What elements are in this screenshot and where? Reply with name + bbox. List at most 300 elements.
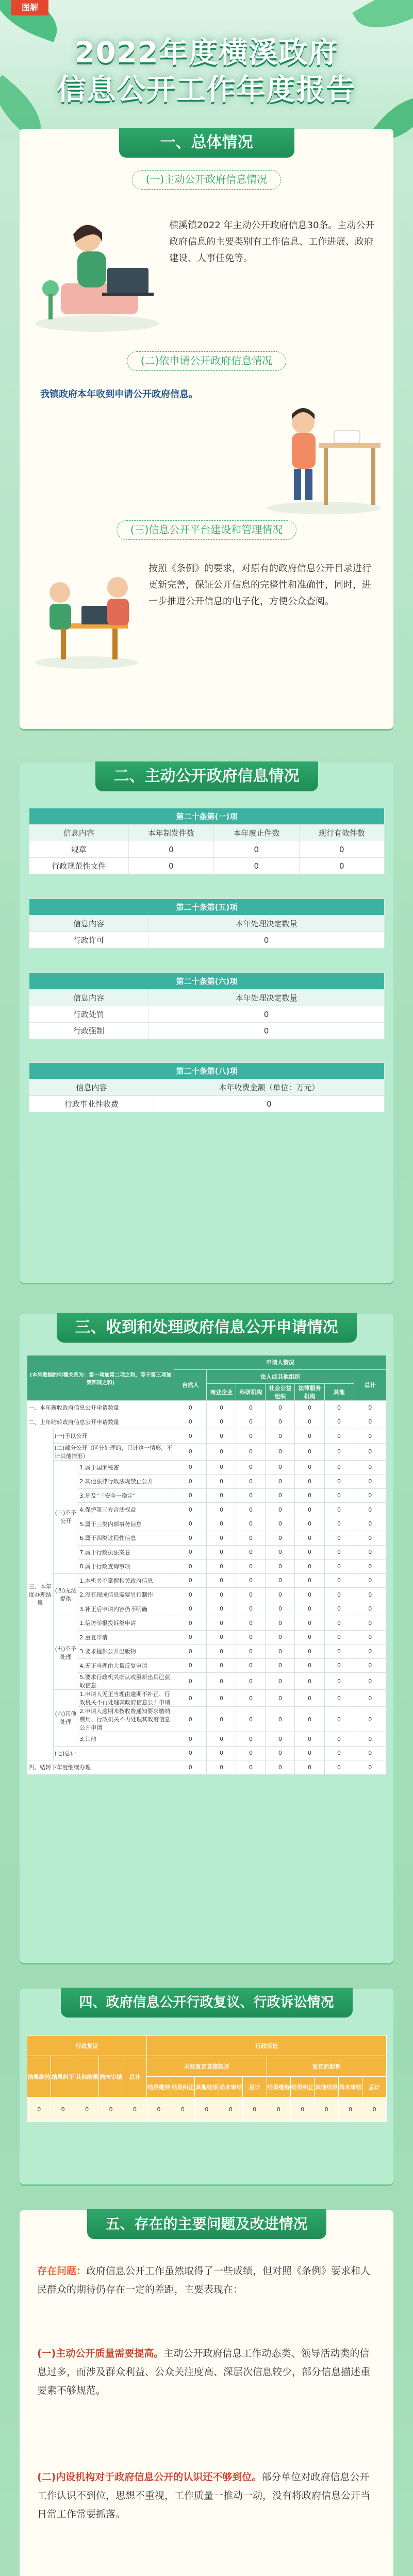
problem-1 bbox=[37, 2344, 377, 2400]
table-cell: 0 bbox=[236, 1488, 266, 1503]
subsection-title: (一)主动公开政府信息情况 bbox=[132, 170, 282, 190]
disclosure-table bbox=[29, 973, 385, 1039]
table-row bbox=[27, 1573, 387, 1588]
subsection-title: (三)信息公开平台建设和管理情况 bbox=[117, 520, 297, 540]
applications-table bbox=[27, 1355, 387, 1775]
table-col: 现行有效件数 bbox=[299, 825, 384, 841]
table-cell: 0 bbox=[324, 1503, 354, 1517]
problems-label: 存在问题： bbox=[37, 2265, 87, 2277]
table-cell: 0 bbox=[148, 1006, 384, 1023]
table-cell: 0 bbox=[295, 1602, 324, 1616]
table-cell: 行政事业性收费 bbox=[29, 1096, 154, 1112]
table-cell: 0 bbox=[354, 1573, 386, 1588]
table-cell: 0 bbox=[295, 1545, 324, 1560]
table-col: 信息内容 bbox=[29, 1079, 154, 1096]
table-cell: 0 bbox=[207, 1517, 236, 1531]
table-cell: 0 bbox=[324, 1707, 354, 1732]
table-block-head: 第二十条第(八)项 bbox=[29, 1063, 385, 1079]
table-cell: 0 bbox=[207, 1429, 236, 1444]
row-label: (七)总计 bbox=[53, 1746, 174, 1760]
table-cell: 0 bbox=[174, 1746, 207, 1760]
table-cell: 0 bbox=[207, 1560, 236, 1574]
table-cell: 0 bbox=[207, 1488, 236, 1503]
table-cell: 0 bbox=[207, 1746, 236, 1760]
table-col: 信息内容 bbox=[29, 990, 148, 1006]
table-cell: 0 bbox=[354, 1630, 386, 1645]
disclosure-table bbox=[29, 808, 385, 874]
table-cell: 0 bbox=[236, 1401, 266, 1415]
disclosure-table bbox=[29, 1062, 385, 1112]
table-cell: 0 bbox=[174, 1658, 207, 1673]
table-cell: 0 bbox=[207, 1443, 236, 1460]
table-cell: 0 bbox=[295, 1517, 324, 1531]
table-cell: 0 bbox=[290, 2097, 314, 2122]
table-cell: 0 bbox=[324, 1429, 354, 1444]
table-cell: 0 bbox=[324, 1616, 354, 1631]
table-cell: 0 bbox=[214, 858, 299, 874]
table-cell: 0 bbox=[266, 1503, 295, 1517]
table-cell: 0 bbox=[354, 1517, 386, 1531]
table-cell: 0 bbox=[174, 1443, 207, 1460]
table-cell: 0 bbox=[324, 1746, 354, 1760]
row-label: 2.重复申请 bbox=[78, 1630, 174, 1645]
table-row bbox=[27, 1503, 387, 1517]
table-cell: 0 bbox=[266, 1429, 295, 1444]
section-title: 二、主动公开政府信息情况 bbox=[95, 761, 318, 791]
table-cell: 0 bbox=[236, 1760, 266, 1775]
table-cell: 0 bbox=[207, 1602, 236, 1616]
table-cell: 0 bbox=[174, 1645, 207, 1659]
table-cell: 0 bbox=[324, 1673, 354, 1690]
table-cell: 0 bbox=[354, 1415, 386, 1429]
table-col: 结果纠正 bbox=[290, 2077, 314, 2097]
table-cell: 0 bbox=[207, 1573, 236, 1588]
table-cell: 0 bbox=[174, 1401, 207, 1415]
table-cell: 0 bbox=[75, 2097, 98, 2122]
problem-1-lead: (一)主动公开质量需要提高。 bbox=[37, 2348, 164, 2359]
table-cell: 0 bbox=[324, 1517, 354, 1531]
table-cell: 0 bbox=[324, 1588, 354, 1602]
table-cell: 0 bbox=[338, 2097, 362, 2122]
row-label: 2.没有现成信息需要另行制作 bbox=[78, 1588, 174, 1602]
table-cell: 0 bbox=[174, 1560, 207, 1574]
row-label: 4.保护第三方合法权益 bbox=[78, 1503, 174, 1517]
table-cell: 0 bbox=[236, 1503, 266, 1517]
table-row bbox=[27, 1732, 387, 1747]
table-cell: 0 bbox=[236, 1475, 266, 1489]
table-cell: 0 bbox=[324, 1531, 354, 1546]
table-col: 总计 bbox=[123, 2056, 146, 2097]
table-cell: 0 bbox=[315, 2097, 338, 2122]
applicant-header: 申请人情况 bbox=[174, 1355, 387, 1370]
table-cell: 0 bbox=[295, 1658, 324, 1673]
row-label: 1.申请人无正当理由逾期不补正、行政机关不再处理其政府信息公开申请 bbox=[78, 1690, 174, 1707]
table-cell: 0 bbox=[236, 1573, 266, 1588]
table-cell: 0 bbox=[243, 2097, 267, 2122]
table-cell: 0 bbox=[236, 1602, 266, 1616]
problem-2-text: 部分单位对政府信息公开工作认识不到位，思想不重视，工作质量一推动一动，没有将政府信息公开当日常工作常要抓落。 bbox=[37, 2471, 371, 2520]
table-col: 尚未审结 bbox=[338, 2077, 362, 2097]
table-row bbox=[27, 1658, 387, 1673]
table-cell: 0 bbox=[236, 1707, 266, 1732]
table-cell: 0 bbox=[354, 1460, 386, 1475]
table-cell: 0 bbox=[266, 1707, 295, 1732]
legal-entity-header: 法人或其他组织 bbox=[207, 1369, 354, 1384]
table-cell: 0 bbox=[295, 1460, 324, 1475]
table-col: 其他结果 bbox=[315, 2077, 338, 2097]
table-cell: 行政规范性文件 bbox=[29, 858, 129, 874]
table-cell: 0 bbox=[174, 1531, 207, 1546]
table-cell: 0 bbox=[174, 1690, 207, 1707]
table-col: 尚未审结 bbox=[99, 2056, 123, 2097]
table-cell: 0 bbox=[174, 1488, 207, 1503]
table-cell: 0 bbox=[236, 1443, 266, 1460]
table-cell: 0 bbox=[362, 2097, 387, 2122]
table-cell: 0 bbox=[266, 1630, 295, 1645]
row-label: 3.危及"三安全一稳定" bbox=[78, 1488, 174, 1503]
table-cell: 0 bbox=[214, 841, 299, 858]
table-col: 法律服务机构 bbox=[295, 1384, 324, 1401]
table-cell: 0 bbox=[174, 1545, 207, 1560]
table-cell: 0 bbox=[324, 1573, 354, 1588]
table-cell: 0 bbox=[207, 1673, 236, 1690]
table-cell: 规章 bbox=[29, 841, 129, 858]
problems-intro-text: 政府信息公开工作虽然取得了一些成绩，但对照《条例》要求和人民群众的期待仍存在一定的差距，主要表现在： bbox=[37, 2265, 371, 2295]
table-row bbox=[27, 1630, 387, 1645]
table-cell: 0 bbox=[207, 1630, 236, 1645]
table-cell: 0 bbox=[147, 2097, 171, 2122]
table-cell: 0 bbox=[354, 1645, 386, 1659]
table-cell: 0 bbox=[354, 1503, 386, 1517]
table-row bbox=[27, 1746, 387, 1760]
table-cell: 0 bbox=[354, 1658, 386, 1673]
table-cell: 0 bbox=[295, 1401, 324, 1415]
table-row bbox=[27, 1645, 387, 1659]
table-col: 结果纠正 bbox=[51, 2056, 75, 2097]
table-cell: 0 bbox=[174, 1630, 207, 1645]
table-cell: 0 bbox=[354, 1488, 386, 1503]
table-cell: 0 bbox=[174, 1732, 207, 1747]
no-review-header: 未经复议直接起诉 bbox=[147, 2056, 267, 2077]
table-cell: 0 bbox=[295, 1588, 324, 1602]
table-cell: 0 bbox=[174, 1460, 207, 1475]
table-cell: 0 bbox=[295, 1443, 324, 1460]
group-inner-label: (六)其他处理 bbox=[53, 1690, 78, 1747]
table-cell: 0 bbox=[236, 1746, 266, 1760]
after-review-header: 复议后起诉 bbox=[267, 2056, 386, 2077]
table-cell: 0 bbox=[354, 1429, 386, 1444]
table-cell: 0 bbox=[295, 1616, 324, 1631]
table-cell: 0 bbox=[236, 1690, 266, 1707]
table-cell: 0 bbox=[236, 1645, 266, 1659]
table-cell: 0 bbox=[266, 1658, 295, 1673]
table-cell: 0 bbox=[207, 1545, 236, 1560]
table-col: 其他 bbox=[324, 1384, 354, 1401]
table-cell: 0 bbox=[174, 1415, 207, 1429]
problems-intro bbox=[37, 2262, 377, 2299]
section-title: 四、政府信息公开行政复议、行政诉讼情况 bbox=[60, 1988, 352, 2018]
row-label: 5.属于三类内部事务信息 bbox=[78, 1517, 174, 1531]
row-label: 1.信访举报投诉类申请 bbox=[78, 1616, 174, 1631]
table-col: 社会公益组织 bbox=[266, 1384, 295, 1401]
table-cell: 0 bbox=[266, 1517, 295, 1531]
table-cell: 0 bbox=[354, 1531, 386, 1546]
table-cell: 0 bbox=[324, 1415, 354, 1429]
table-col: 信息内容 bbox=[29, 825, 129, 841]
table-cell: 0 bbox=[295, 1429, 324, 1444]
table-row bbox=[27, 1707, 387, 1732]
table-cell: 0 bbox=[236, 1460, 266, 1475]
row-label: 1.本机关不掌握相关政府信息 bbox=[78, 1573, 174, 1588]
disclosure-table bbox=[29, 899, 385, 948]
table-col: 尚未审结 bbox=[219, 2077, 242, 2097]
active-disclosure-text: 横溪镇2022 年主动公开政府信息30条。主动公开政府信息的主要类别有工作信息、工作进展、政府建设、人事任免等。 bbox=[169, 220, 375, 264]
table-cell: 0 bbox=[295, 1760, 324, 1775]
table-cell: 0 bbox=[295, 1531, 324, 1546]
table-cell: 0 bbox=[207, 1401, 236, 1415]
table-cell: 0 bbox=[174, 1475, 207, 1489]
table-cell: 0 bbox=[207, 1531, 236, 1546]
table-col: 本年制发件数 bbox=[128, 825, 213, 841]
table-col: 结果纠正 bbox=[171, 2077, 194, 2097]
subsection-title: (二)依申请公开政府信息情况 bbox=[127, 351, 287, 371]
table-cell: 0 bbox=[324, 1560, 354, 1574]
table-cell: 0 bbox=[207, 1415, 236, 1429]
table-cell: 0 bbox=[266, 1602, 295, 1616]
table-cell: 0 bbox=[207, 1707, 236, 1732]
table-row bbox=[27, 1460, 387, 1475]
table-cell: 0 bbox=[236, 1531, 266, 1546]
group-inner-label: (四)无法提供 bbox=[53, 1573, 78, 1616]
table-cell: 0 bbox=[174, 1503, 207, 1517]
table-cell: 0 bbox=[174, 1429, 207, 1444]
table-cell: 0 bbox=[324, 1460, 354, 1475]
table-cell: 0 bbox=[236, 1673, 266, 1690]
table-cell: 0 bbox=[266, 1573, 295, 1588]
table-cell: 0 bbox=[324, 1760, 354, 1775]
table-cell: 0 bbox=[354, 1545, 386, 1560]
table-row bbox=[27, 1517, 387, 1531]
table-cell: 0 bbox=[266, 1488, 295, 1503]
table-cell: 0 bbox=[266, 1545, 295, 1560]
problem-2-lead: (二)内设机构对于政府信息公开的认识还不够到位。 bbox=[37, 2471, 262, 2483]
table-row bbox=[27, 1443, 387, 1460]
table-cell: 0 bbox=[266, 1588, 295, 1602]
table-cell: 0 bbox=[207, 1645, 236, 1659]
review-header: 行政复议 bbox=[27, 2036, 147, 2056]
table-cell: 0 bbox=[324, 1645, 354, 1659]
section-title: 五、存在的主要问题及改进情况 bbox=[87, 2209, 326, 2239]
table-cell: 0 bbox=[266, 1531, 295, 1546]
table-cell: 0 bbox=[295, 1415, 324, 1429]
table-row bbox=[27, 1545, 387, 1560]
table-cell: 0 bbox=[295, 1573, 324, 1588]
table-cell: 0 bbox=[324, 1488, 354, 1503]
section-title: 三、收到和处理政府信息公开申请情况 bbox=[57, 1313, 357, 1343]
table-cell: 0 bbox=[99, 2097, 123, 2122]
litigation-header: 行政诉讼 bbox=[147, 2036, 387, 2056]
table-cell: 0 bbox=[354, 1707, 386, 1732]
table-cell: 行政处罚 bbox=[29, 1006, 148, 1023]
row-label: 4.无正当理由大量反复申请 bbox=[78, 1658, 174, 1673]
table-cell: 0 bbox=[195, 2097, 219, 2122]
table-col: 本年废止件数 bbox=[214, 825, 299, 841]
table-cell: 0 bbox=[299, 858, 384, 874]
table-cell: 0 bbox=[236, 1545, 266, 1560]
table-row bbox=[27, 1531, 387, 1546]
table-row bbox=[27, 1429, 387, 1444]
person-laptop-illustration bbox=[30, 206, 164, 335]
table-cell: 0 bbox=[236, 1560, 266, 1574]
table-cell: 0 bbox=[207, 1503, 236, 1517]
table-row bbox=[27, 1401, 387, 1415]
table-cell: 0 bbox=[295, 1673, 324, 1690]
row-label: 一、本年新收政府信息公开申请数量 bbox=[27, 1401, 174, 1415]
table-cell: 0 bbox=[236, 1616, 266, 1631]
table-cell: 0 bbox=[207, 1460, 236, 1475]
table-cell: 0 bbox=[266, 1616, 295, 1631]
table-cell: 0 bbox=[354, 1475, 386, 1489]
table-cell: 行政强制 bbox=[29, 1023, 148, 1039]
row-label: 2.申请人逾期未按收费通知要求缴纳费用、行政机关不再处理其政府信息公开申请 bbox=[78, 1707, 174, 1732]
table-cell: 0 bbox=[174, 1588, 207, 1602]
table-block-head: 第二十条第(五)项 bbox=[29, 899, 385, 916]
table-cell: 0 bbox=[354, 1602, 386, 1616]
table-cell: 0 bbox=[295, 1560, 324, 1574]
natural-person-header: 自然人 bbox=[174, 1369, 207, 1401]
table-cell: 0 bbox=[219, 2097, 242, 2122]
table-cell: 0 bbox=[174, 1573, 207, 1588]
table-cell: 0 bbox=[174, 1760, 207, 1775]
table-col: 其他结果 bbox=[75, 2056, 98, 2097]
table-col: 信息内容 bbox=[29, 916, 148, 932]
table-cell: 0 bbox=[266, 1475, 295, 1489]
table-row bbox=[27, 1588, 387, 1602]
table-cell: 0 bbox=[171, 2097, 194, 2122]
table-col: 总计 bbox=[362, 2077, 387, 2097]
table-cell: 0 bbox=[207, 1732, 236, 1747]
table-col: 其他结果 bbox=[195, 2077, 219, 2097]
table-block-head: 第二十条第(一)项 bbox=[29, 808, 385, 825]
table-col: 总计 bbox=[243, 2077, 267, 2097]
table-col: 科研机构 bbox=[236, 1384, 266, 1401]
problem-2 bbox=[37, 2468, 377, 2523]
table-col: 本年处理决定数量 bbox=[148, 990, 384, 1006]
table-cell: 0 bbox=[266, 1443, 295, 1460]
table-col: 本年处理决定数量 bbox=[148, 916, 384, 932]
table-cell: 0 bbox=[299, 841, 384, 858]
table-cell: 0 bbox=[236, 1630, 266, 1645]
report-title-line2: 信息公开工作年度报告 bbox=[57, 73, 356, 107]
table-row bbox=[27, 1616, 387, 1631]
table-cell: 0 bbox=[324, 1658, 354, 1673]
table-col: 结果维持 bbox=[267, 2077, 290, 2097]
row-label: 四、结转下年度继续办理 bbox=[27, 1760, 174, 1775]
table-cell: 0 bbox=[324, 1401, 354, 1415]
table-cell: 0 bbox=[236, 1429, 266, 1444]
table-cell: 0 bbox=[123, 2097, 146, 2122]
review-table bbox=[27, 2035, 387, 2122]
table-cell: 0 bbox=[207, 1760, 236, 1775]
table-cell: 0 bbox=[207, 1658, 236, 1673]
table-cell: 0 bbox=[266, 1415, 295, 1429]
table-cell: 0 bbox=[236, 1415, 266, 1429]
table-cell: 0 bbox=[354, 1588, 386, 1602]
table-cell: 0 bbox=[266, 1460, 295, 1475]
table-row bbox=[27, 1560, 387, 1574]
table-cell: 0 bbox=[266, 1645, 295, 1659]
table-corner: (本列数据的勾稽关系为：第一项加第二项之和，等于第三项加第四项之和) bbox=[27, 1355, 174, 1401]
table-cell: 0 bbox=[207, 1475, 236, 1489]
table-cell: 0 bbox=[266, 1690, 295, 1707]
table-cell: 0 bbox=[324, 1443, 354, 1460]
row-label: 1.属于国家秘密 bbox=[78, 1460, 174, 1475]
table-row bbox=[27, 1475, 387, 1489]
table-cell: 0 bbox=[174, 1517, 207, 1531]
group-inner-label: (五)不予处理 bbox=[53, 1616, 78, 1690]
table-cell: 0 bbox=[236, 1658, 266, 1673]
table-cell: 0 bbox=[354, 1690, 386, 1707]
table-cell: 0 bbox=[295, 1707, 324, 1732]
table-cell: 0 bbox=[324, 1690, 354, 1707]
table-row bbox=[27, 1415, 387, 1429]
table-cell: 行政许可 bbox=[29, 932, 148, 948]
table-cell: 0 bbox=[174, 1707, 207, 1732]
row-label: 8.属于行政查询事项 bbox=[78, 1560, 174, 1574]
platform-text: 按照《条例》的要求，对原有的政府信息公开目录进行更新完善，保证公开信息的完整性和准确性，同时，进一步推进公开信息的电子化，方便公众查阅。 bbox=[148, 563, 371, 607]
row-label: 7.属于行政执法案卷 bbox=[78, 1545, 174, 1560]
table-cell: 0 bbox=[295, 1488, 324, 1503]
section-problems bbox=[20, 2210, 393, 2576]
table-cell: 0 bbox=[148, 1023, 384, 1039]
hero-banner bbox=[0, 0, 413, 139]
row-label: 5.要求行政机关确认或重新出具已获取信息 bbox=[78, 1673, 174, 1690]
table-cell: 0 bbox=[266, 1760, 295, 1775]
total-header: 总计 bbox=[354, 1369, 386, 1401]
table-cell: 0 bbox=[267, 2097, 290, 2122]
table-cell: 0 bbox=[128, 841, 213, 858]
table-cell: 0 bbox=[354, 1401, 386, 1415]
table-cell: 0 bbox=[207, 1616, 236, 1631]
table-cell: 0 bbox=[266, 1401, 295, 1415]
table-cell: 0 bbox=[354, 1616, 386, 1631]
group-outer-label: 三、本年度办理结果 bbox=[27, 1429, 54, 1760]
table-cell: 0 bbox=[148, 932, 384, 948]
table-col: 结果维持 bbox=[27, 2056, 51, 2097]
table-cell: 0 bbox=[295, 1746, 324, 1760]
table-cell: 0 bbox=[236, 1517, 266, 1531]
row-label: (一)予以公开 bbox=[53, 1429, 174, 1444]
table-cell: 0 bbox=[174, 1673, 207, 1690]
table-row bbox=[27, 1488, 387, 1503]
application-text: 我镇政府本年收到申请公开政府信息。 bbox=[40, 389, 198, 400]
table-row bbox=[27, 1602, 387, 1616]
row-label: 3.要求提供公开出版物 bbox=[78, 1645, 174, 1659]
row-label: 3.其他 bbox=[78, 1732, 174, 1747]
table-cell: 0 bbox=[295, 1630, 324, 1645]
row-label: 二、上年结转政府信息公开申请数量 bbox=[27, 1415, 174, 1429]
table-cell: 0 bbox=[324, 1475, 354, 1489]
table-cell: 0 bbox=[266, 1673, 295, 1690]
table-cell: 0 bbox=[354, 1746, 386, 1760]
table-cell: 0 bbox=[324, 1732, 354, 1747]
table-cell: 0 bbox=[174, 1616, 207, 1631]
table-cell: 0 bbox=[236, 1732, 266, 1747]
table-row bbox=[27, 1690, 387, 1707]
diagram-tag: 图解 bbox=[11, 0, 48, 15]
section-title: 一、总体情况 bbox=[119, 128, 294, 158]
table-cell: 0 bbox=[236, 1588, 266, 1602]
